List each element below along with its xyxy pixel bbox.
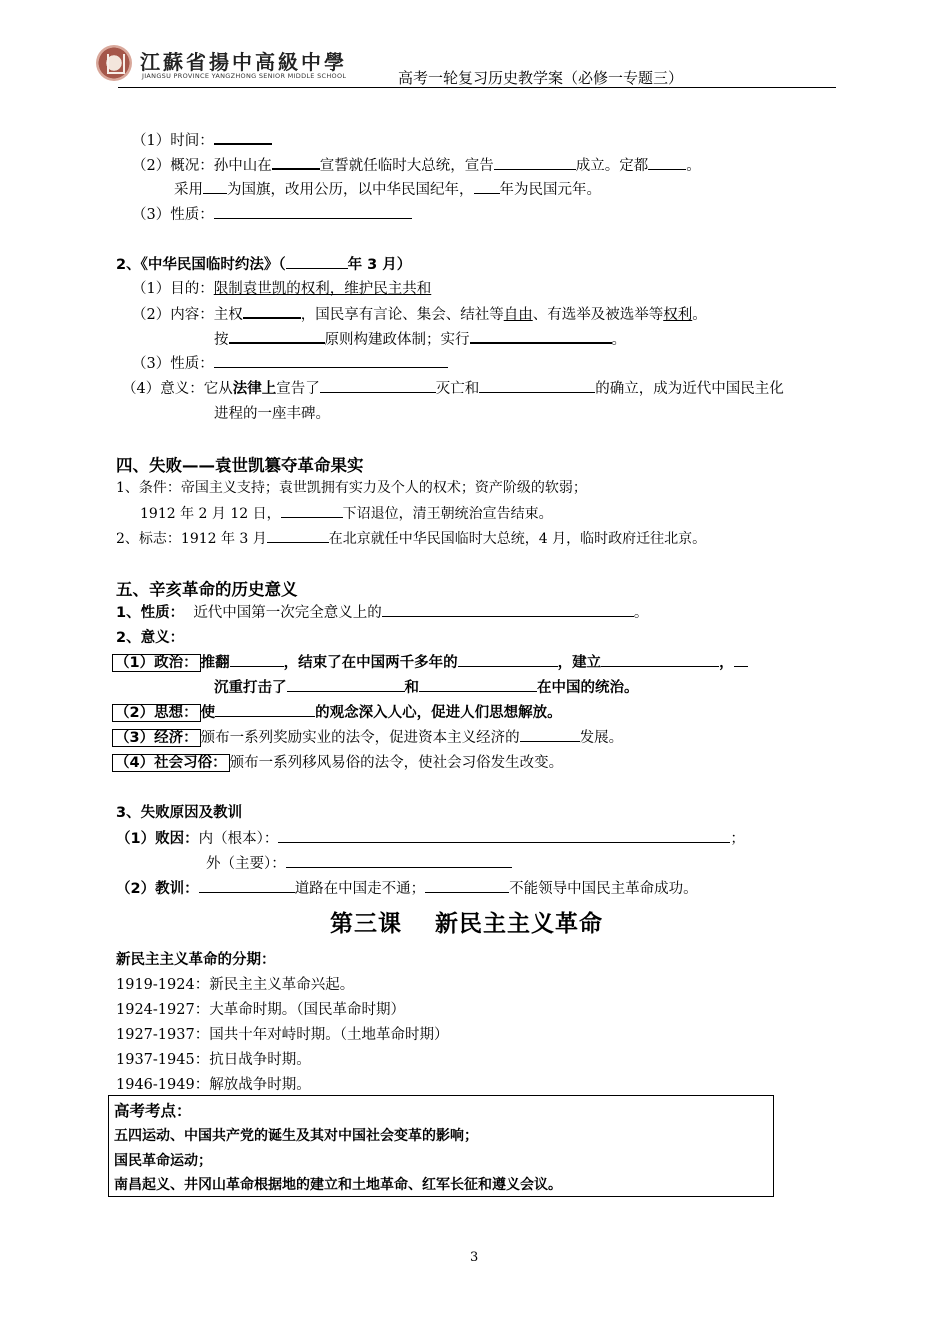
section4-title: 四、失败——袁世凯篡夺革命果实	[116, 456, 364, 475]
politics-label: （1）政治：	[112, 654, 201, 672]
section5-title: 五、辛亥革命的历史意义	[116, 580, 298, 599]
custom-label: （4）社会习俗：	[112, 754, 230, 772]
blank[interactable]	[199, 877, 295, 893]
blank[interactable]	[479, 377, 595, 393]
period-item: 1924-1927：大革命时期。（国民革命时期）	[116, 1002, 405, 1018]
blank[interactable]	[458, 651, 558, 667]
periods-title: 新民主主义革命的分期：	[116, 952, 276, 968]
lesson-title: 第三课 新民主主义革命	[330, 911, 604, 937]
blank[interactable]	[648, 154, 686, 170]
blank[interactable]	[215, 701, 315, 717]
blank[interactable]	[214, 203, 412, 219]
blank[interactable]	[382, 601, 634, 617]
exam-point: 南昌起义、井冈山革命根据地的建立和土地革命、红军长征和遵义会议。	[114, 1177, 562, 1193]
constitution-meaning: （4）意义：它从法律上宣告了 灭亡和 的确立，成为近代中国民主化	[122, 377, 784, 398]
founding-nature: （3）性质：	[132, 203, 412, 224]
economy-label: （3）经济：	[112, 729, 201, 747]
period-item: 1937-1945：抗日战争时期。	[116, 1052, 311, 1068]
thought-label: （2）思想：	[112, 704, 201, 722]
period-item: 1927-1937：国共十年对峙时期。（土地革命时期）	[116, 1027, 449, 1043]
blank[interactable]	[281, 502, 343, 518]
blank[interactable]	[286, 852, 512, 868]
section4-conditions: 1、条件：帝国主义支持；袁世凯拥有实力及个人的权术；资产阶级的软弱；	[116, 480, 587, 496]
blank[interactable]	[287, 676, 405, 692]
meaning-economy: （3）经济： 颁布一系列奖励实业的法令，促进资本主义经济的 发展。	[112, 726, 623, 747]
blank[interactable]	[278, 827, 730, 843]
section5-nature: 1、性质： 近代中国第一次完全意义上的 。	[116, 601, 648, 622]
blank[interactable]	[470, 327, 612, 344]
blank[interactable]	[419, 676, 537, 692]
school-name: 江蘇省揚中高級中學	[140, 50, 347, 74]
exam-title: 高考考点：	[114, 1102, 192, 1120]
blank[interactable]	[425, 877, 509, 893]
school-name-en: JIANGSU PROVINCE YANGZHONG SENIOR MIDDLE SCHOOL	[142, 72, 347, 80]
meaning-custom: （4）社会习俗： 颁布一系列移风易俗的法令，使社会习俗发生改变。	[112, 751, 563, 772]
blank[interactable]	[286, 253, 348, 269]
blank[interactable]	[601, 651, 719, 667]
section4-abdication: 1912 年 2 月 12 日， 下诏退位，清王朝统治宣告结束。	[140, 502, 553, 523]
constitution-content: （2）内容：主权 ，国民享有言论、集会、结社等自由、有选举及被选举等权利。	[132, 302, 707, 324]
failure-title: 3、失败原因及教训	[116, 805, 243, 821]
constitution-meaning-cont: 进程的一座丰碑。	[214, 406, 330, 422]
failure-lesson: （2）教训： 道路在中国走不通； 不能领导中国民主革命成功。	[116, 877, 698, 898]
exam-point: 国民革命运动；	[114, 1153, 212, 1169]
blank[interactable]	[267, 527, 329, 543]
blank[interactable]	[474, 178, 500, 194]
school-logo	[96, 45, 132, 81]
section4-mark: 2、标志：1912 年 3 月 在北京就任中华民国临时大总统，4 月，临时政府迁往北京。	[116, 527, 706, 548]
blank[interactable]	[230, 651, 284, 667]
blank[interactable]	[229, 327, 325, 344]
period-item: 1919-1924：新民主主义革命兴起。	[116, 977, 355, 993]
failure-cause-outer: 外（主要）：	[206, 852, 512, 873]
blank[interactable]	[203, 178, 227, 194]
blank[interactable]	[272, 153, 320, 170]
blank[interactable]	[320, 377, 436, 393]
constitution-title: 2、《中华民国临时约法》（ 年 3 月）	[116, 253, 411, 274]
founding-flag: 采用 为国旗，改用公历，以中华民国纪年， 年为民国元年。	[174, 178, 601, 199]
meaning-politics: （1）政治： 推翻 ，结束了在中国两千多年的 ，建立 ，	[112, 651, 748, 672]
blank[interactable]	[214, 128, 272, 145]
founding-time: （1）时间：	[132, 128, 272, 150]
header-divider	[118, 87, 836, 88]
document-title: 高考一轮复习历史教学案（必修一专题三）	[398, 69, 684, 87]
blank[interactable]	[734, 651, 748, 667]
meaning-politics-cont: 沉重打击了 和 在中国的统治。	[214, 676, 639, 697]
constitution-principle: 按 原则构建政体制；实行 。	[214, 327, 626, 349]
failure-cause-inner: （1）败因：内（根本）： ；	[116, 827, 745, 848]
meaning-thought: （2）思想： 使 的观念深入人心，促进人们思想解放。	[112, 701, 562, 722]
exam-point: 五四运动、中国共产党的诞生及其对中国社会变革的影响；	[114, 1128, 478, 1144]
blank[interactable]	[243, 302, 301, 319]
blank[interactable]	[494, 154, 576, 170]
section5-meaning-label: 2、意义：	[116, 630, 185, 646]
constitution-nature: （3）性质：	[132, 352, 448, 373]
blank[interactable]	[214, 352, 448, 368]
constitution-purpose: （1）目的：限制袁世凯的权利，维护民主共和	[132, 281, 432, 297]
period-item: 1946-1949：解放战争时期。	[116, 1077, 311, 1093]
founding-overview: （2）概况：孙中山在 宣誓就任临时大总统，宣告 成立。定都 。	[132, 153, 701, 175]
page-number: 3	[470, 1250, 479, 1265]
blank[interactable]	[520, 726, 580, 742]
